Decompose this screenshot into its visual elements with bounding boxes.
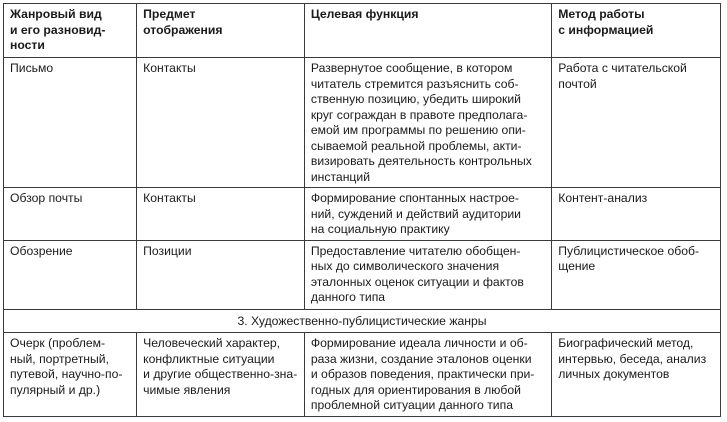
cell-genre: Письмо	[4, 58, 137, 188]
header-genre: Жанровый вид и его разновид- ности	[4, 4, 137, 58]
cell-subject: Контакты	[137, 58, 305, 188]
cell-function: Формирование спонтанных настрое- ний, суждений и действий аудитории на социальную практику	[304, 188, 551, 241]
cell-method: Работа с читательской почтой	[552, 58, 721, 188]
cell-subject: Человеческий характер, конфликтные ситуации и другие общественно-зна- чимые явления	[137, 333, 305, 417]
cell-method: Биографический метод, интервью, беседа, анализ личных документов	[552, 333, 721, 417]
table-row	[4, 333, 721, 417]
cell-function: Предоставление читателю обобщен- ных до символического значения эталонных оценок ситуации и фактов данного типа	[304, 240, 551, 309]
table-row	[4, 58, 721, 188]
cell-genre: Обзор почты	[4, 188, 137, 241]
cell-method: Публицистическое обоб- щение	[552, 240, 721, 309]
genre-table	[3, 3, 721, 417]
table-header-row	[4, 4, 721, 58]
section-title: 3. Художественно-публицистические жанры	[4, 309, 721, 333]
cell-genre: Обозрение	[4, 240, 137, 309]
cell-subject: Контакты	[137, 188, 305, 241]
cell-function: Развернутое сообщение, в котором читатель стремится разъяснить соб- ственную позицию, убедить широкий круг сограждан в правоте предполага- емой им программы по решению опи- сываемой реальной проблемы, акти- визировать деятельность контрольных инстанций	[304, 58, 551, 188]
header-subject: Предмет отображения	[137, 4, 305, 58]
cell-method: Контент-анализ	[552, 188, 721, 241]
cell-subject: Позиции	[137, 240, 305, 309]
header-function: Целевая функция	[304, 4, 551, 58]
table-row	[4, 188, 721, 241]
table-row	[4, 240, 721, 309]
cell-genre: Очерк (проблем- ный, портретный, путевой, научно-по- пулярный и др.)	[4, 333, 137, 417]
cell-function: Формирование идеала личности и об- раза жизни, создание эталонов оценки и образов поведения, практически при- годных для ориентирования в любой проблемной ситуации данного типа	[304, 333, 551, 417]
section-header-row	[4, 309, 721, 333]
header-method: Метод работы с информацией	[552, 4, 721, 58]
